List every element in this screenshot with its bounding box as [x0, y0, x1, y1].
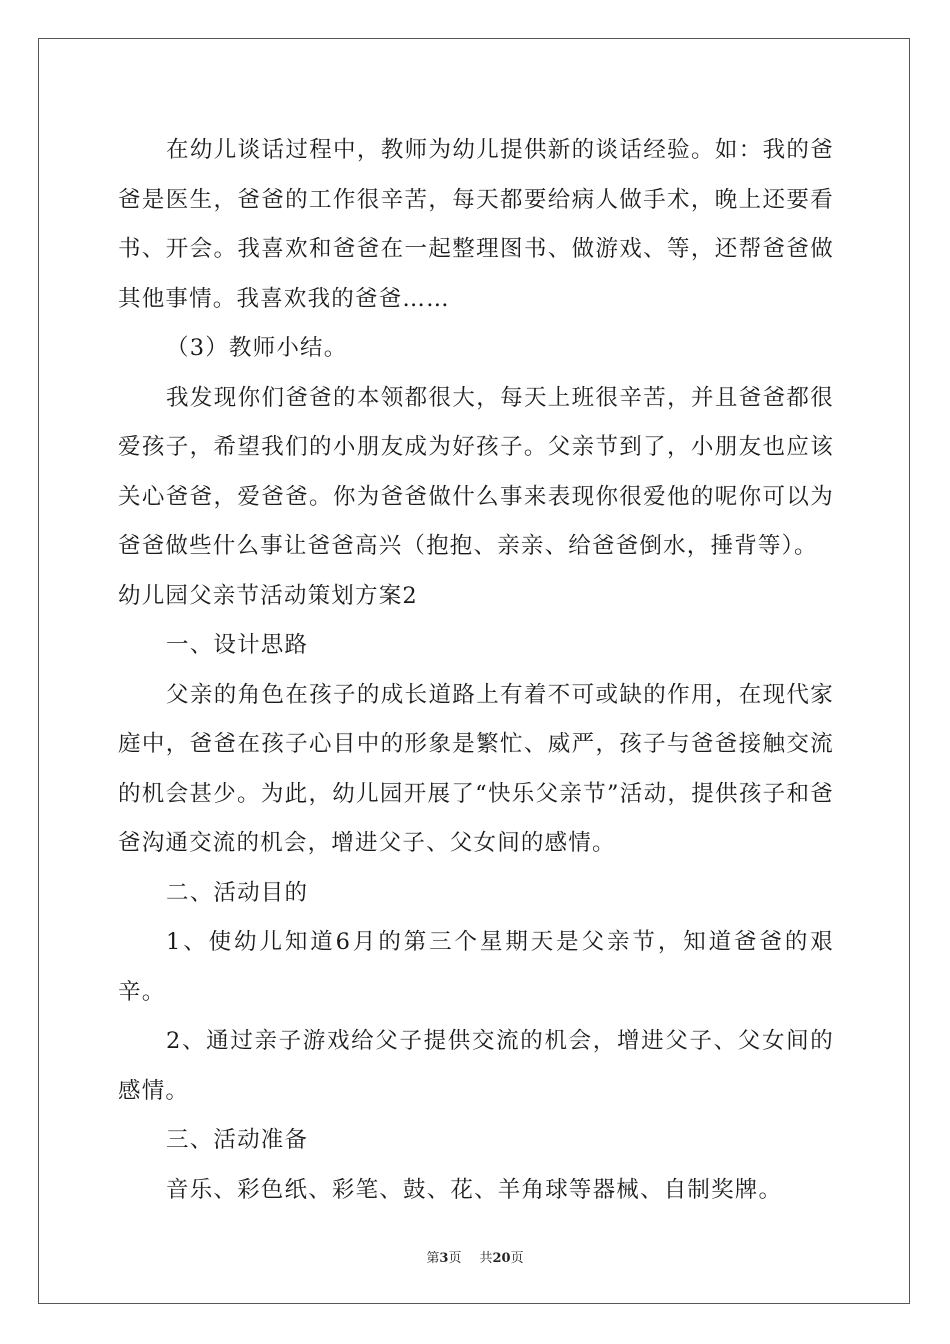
- heading-activity-preparation: 三、活动准备: [166, 1127, 309, 1153]
- page-suffix: 页: [448, 1251, 462, 1266]
- page-number: 3: [439, 1251, 449, 1266]
- section-title-plan-2: 幼儿园父亲节活动策划方案2: [118, 582, 418, 609]
- paragraph-preparation-items: 音乐、彩色纸、彩笔、鼓、花、羊角球等器械、自制奖牌。: [166, 1176, 783, 1203]
- document-body: [118, 126, 834, 1215]
- total-pages: 20: [492, 1251, 511, 1266]
- paragraph-talk-example: 在幼儿谈话过程中，教师为幼儿提供新的谈话经验。如：我的爸爸是医生，爸爸的工作很辛苦，每天都要给病人做手术，晚上还要看书、开会。我喜欢和爸爸在一起整理图书、做游戏、等，还帮爸爸做其他事情。我喜欢我的爸爸……: [118, 137, 834, 312]
- page-footer: [0, 1247, 950, 1266]
- paragraph-teacher-summary: 我发现你们爸爸的本领都很大，每天上班很辛苦，并且爸爸都很爱孩子，希望我们的小朋友成为好孩子。父亲节到了，小朋友也应该关心爸爸，爱爸爸。你为爸爸做什么事来表现你很爱他的呢你可以为爸爸做些什么事让爸爸高兴（抱抱、亲亲、给爸爸倒水，捶背等）。: [118, 384, 834, 559]
- heading-design-idea: 一、设计思路: [166, 632, 309, 658]
- goal-item-1: 1、使幼儿知道6月的第三个星期天是父亲节，知道爸爸的艰辛。: [118, 929, 834, 1005]
- goal-item-2: 2、通过亲子游戏给父子提供交流的机会，增进父子、父女间的感情。: [118, 1028, 834, 1104]
- paragraph-teacher-summary-heading: （3）教师小结。: [166, 335, 348, 361]
- total-prefix: 共: [479, 1251, 493, 1266]
- page-prefix: 第: [426, 1251, 440, 1266]
- heading-activity-goal: 二、活动目的: [166, 879, 309, 906]
- paragraph-design-idea: 父亲的角色在孩子的成长道路上有着不可或缺的作用，在现代家庭中，爸爸在孩子心目中的形象是繁忙、威严，孩子与爸爸接触交流的机会甚少。为此，幼儿园开展了“快乐父亲节”活动，提供孩子和爸爸沟通交流的机会，增进父子、父女间的感情。: [118, 681, 834, 856]
- total-suffix: 页: [510, 1251, 524, 1266]
